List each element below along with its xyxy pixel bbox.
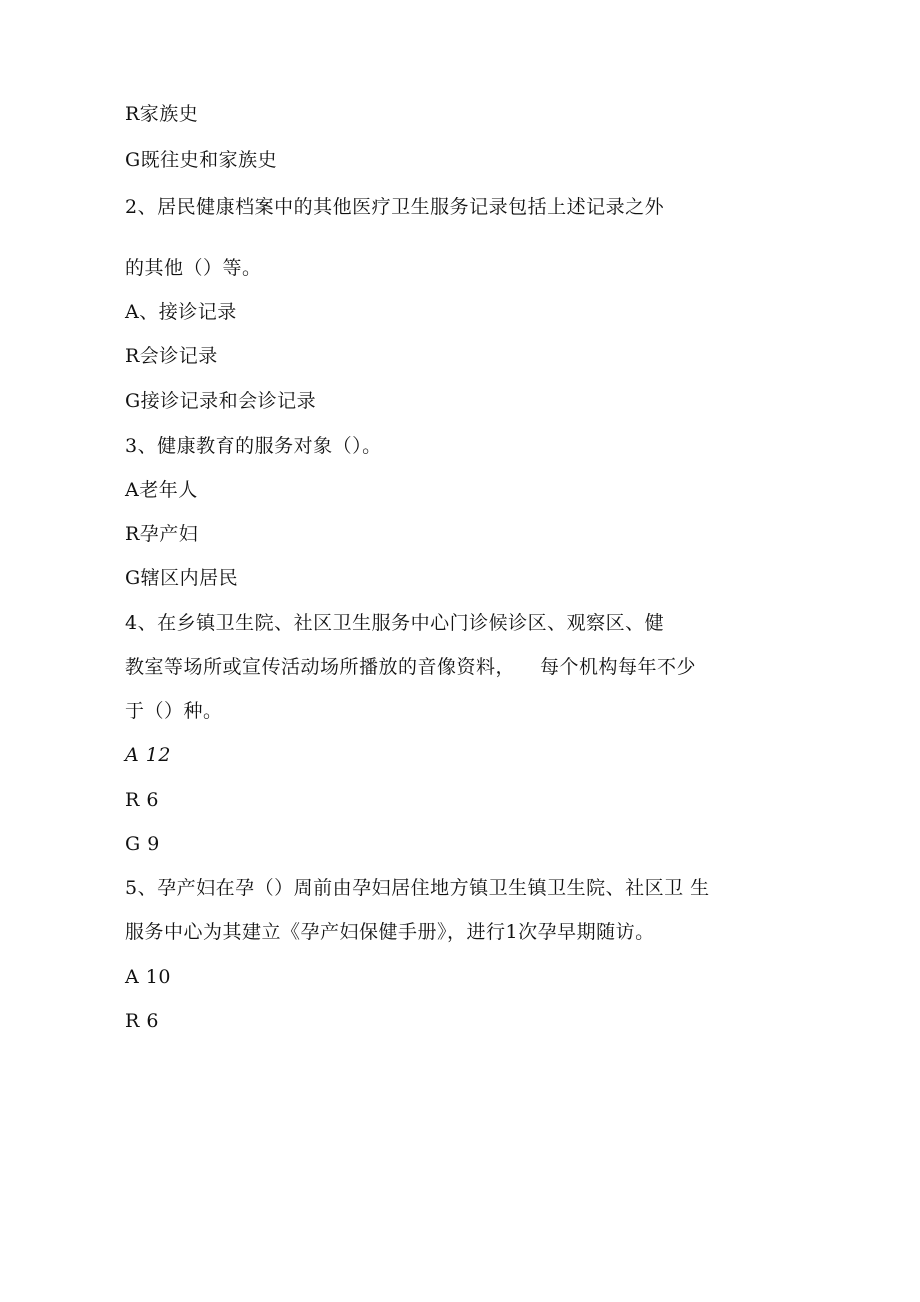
question-2-line-2: 的其他（）等。 [125, 257, 262, 279]
question-4-option-c: G 9 [125, 833, 160, 855]
question-3-text: 3、健康教育的服务对象（）。 [125, 435, 382, 457]
question-3-option-b: R孕产妇 [125, 523, 199, 545]
question-2-option-a: A、接诊记录 [125, 301, 237, 323]
option-b-family-history: R家族史 [125, 103, 199, 125]
question-4-line-2b: 每个机构每年不少 [540, 656, 697, 678]
question-4-option-a: A 12 [125, 744, 171, 766]
question-5-option-b: R 6 [125, 1010, 159, 1032]
question-2-option-b: R会诊记录 [125, 345, 218, 367]
question-4-line-2a: 教室等场所或宣传活动场所播放的音像资料， [125, 656, 516, 678]
question-4-option-b: R 6 [125, 789, 159, 811]
question-5-line-2: 服务中心为其建立《孕产妇保健手册》，进行1次孕早期随访。 [125, 921, 655, 943]
question-5-line-1: 5、孕产妇在孕（）周前由孕妇居住地方镇卫生镇卫生院、社区卫 生 [125, 877, 710, 899]
question-5-option-a: A 10 [125, 966, 171, 988]
option-c-past-and-family-history: G既往史和家族史 [125, 149, 278, 171]
question-2-line-1: 2、居民健康档案中的其他医疗卫生服务记录包括上述记录之外 [125, 196, 665, 218]
question-3-option-a: A老年人 [125, 479, 198, 501]
question-2-option-c: G接诊记录和会诊记录 [125, 390, 317, 412]
question-3-option-c: G辖区内居民 [125, 567, 239, 589]
question-4-line-3: 于（）种。 [125, 700, 223, 722]
question-4-line-1: 4、在乡镇卫生院、社区卫生服务中心门诊候诊区、观察区、健 [125, 612, 665, 634]
